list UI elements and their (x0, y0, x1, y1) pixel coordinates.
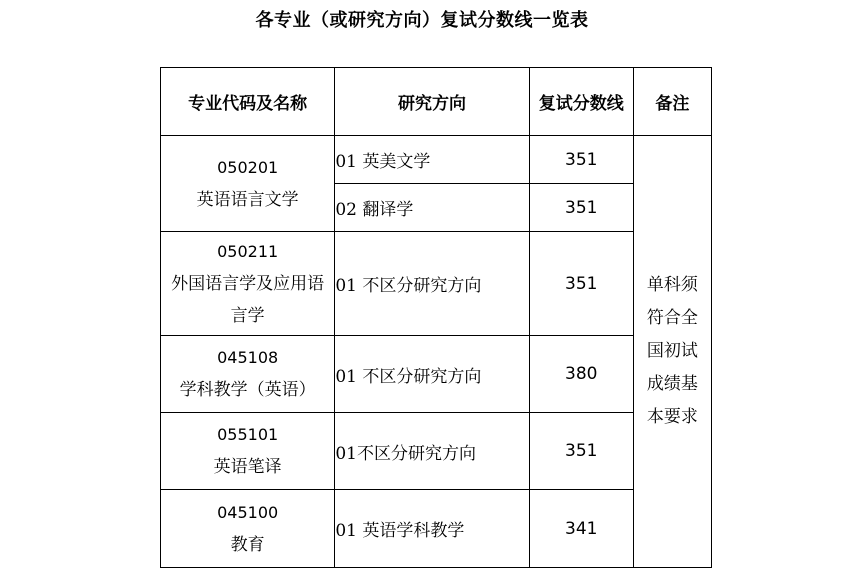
note-line: 符合全 (646, 308, 698, 328)
direction-cell: 01不区分研究方向 (335, 413, 529, 490)
direction-cell: 01 英美文学 (335, 136, 529, 184)
major-code: 050211 (217, 241, 279, 261)
major-name: 英语笔译 (213, 457, 282, 477)
major-code: 045108 (217, 348, 279, 367)
score-cell: 351 (529, 136, 633, 184)
score-cell: 351 (529, 184, 633, 232)
table-row (161, 413, 712, 490)
major-cell (161, 136, 335, 232)
score-cell: 341 (529, 490, 633, 568)
major-name: 教育 (230, 534, 265, 555)
note-line: 单科须 (646, 275, 698, 295)
table-row (161, 490, 712, 568)
table-row (161, 232, 712, 336)
direction-cell: 01 不区分研究方向 (335, 232, 529, 336)
header-score: 复试分数线 (529, 68, 633, 136)
header-direction: 研究方向 (335, 68, 529, 136)
table-header-row (161, 68, 712, 136)
direction-cell: 02 翻译学 (335, 184, 529, 232)
page-title: 各专业（或研究方向）复试分数线一览表 (255, 10, 589, 31)
score-cell: 351 (529, 232, 633, 336)
table-row (161, 336, 712, 413)
major-cell (161, 232, 335, 336)
score-cell: 380 (529, 336, 633, 413)
major-name: 学科教学（英语） (179, 380, 316, 400)
major-cell (161, 336, 335, 413)
note-line: 成绩基 (646, 374, 698, 394)
major-code: 045100 (217, 502, 279, 522)
major-code: 050201 (217, 157, 279, 177)
major-name: 英语语言文学 (196, 189, 299, 210)
header-major: 专业代码及名称 (161, 68, 335, 136)
major-code: 055101 (217, 425, 279, 444)
direction-cell: 01 英语学科教学 (335, 490, 529, 568)
table-row (161, 136, 712, 184)
score-table (160, 67, 712, 568)
major-cell (161, 413, 335, 490)
major-name: 言学 (230, 305, 265, 326)
direction-cell: 01 不区分研究方向 (335, 336, 529, 413)
note-line: 本要求 (646, 407, 698, 427)
major-name: 外国语言学及应用语 (171, 273, 325, 294)
header-note: 备注 (633, 68, 711, 136)
score-cell: 351 (529, 413, 633, 490)
note-cell (633, 136, 711, 568)
major-cell (161, 490, 335, 568)
note-line: 国初试 (646, 341, 698, 361)
